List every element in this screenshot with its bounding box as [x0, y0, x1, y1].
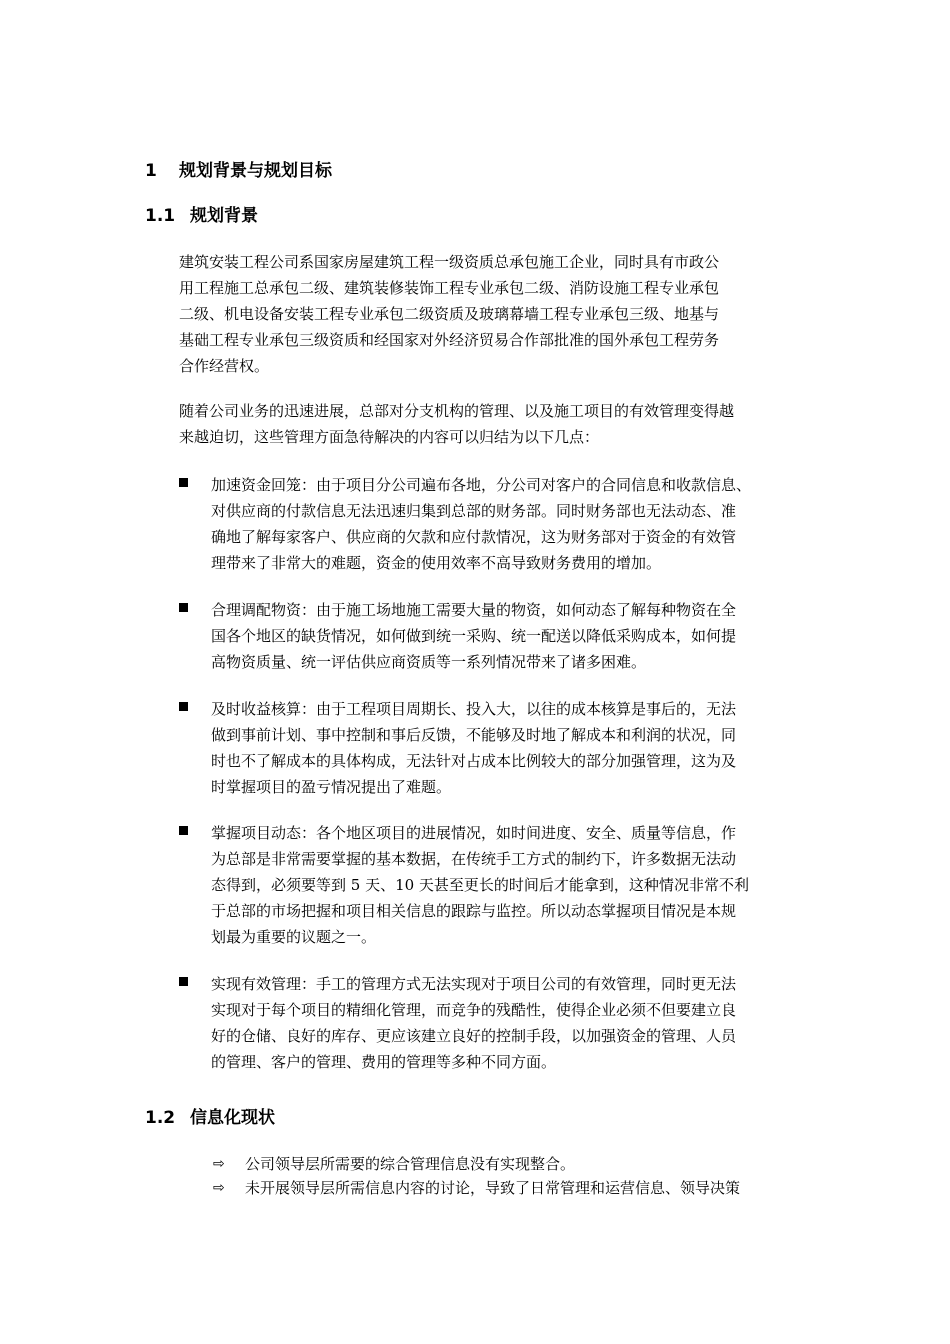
bullet-text — [211, 696, 831, 800]
section-heading-1 — [145, 159, 332, 183]
text-line: 时也不了解成本的具体构成，无法针对占成本比例较大的部分加强管理，这为及 — [211, 752, 737, 770]
text-line: 态得到，必须要等到 5 天、10 天甚至更长的时间后才能拿到，这种情况非常不利 — [211, 876, 749, 894]
text-line: 及时收益核算：由于工程项目周期长、投入大，以往的成本核算是事后的，无法 — [211, 700, 737, 718]
text-line: 二级、机电设备安装工程专业承包二级资质及玻璃幕墙工程专业承包三级、地基与 — [179, 305, 720, 323]
text-line: 做到事前计划、事中控制和事后反馈，不能够及时地了解成本和利润的状况，同 — [211, 726, 737, 744]
section-heading-1-1 — [145, 204, 258, 228]
square-bullet-icon — [179, 826, 188, 835]
text-line: 确地了解每家客户、供应商的欠款和应付款情况，这为财务部对于资金的有效管 — [211, 528, 737, 546]
text-line: 建筑安装工程公司系国家房屋建筑工程一级资质总承包施工企业，同时具有市政公 — [179, 253, 720, 271]
bullet-text — [211, 597, 831, 675]
text-line: 的管理、客户的管理、费用的管理等多种不同方面。 — [211, 1053, 557, 1071]
section-title: 信息化现状 — [190, 1108, 275, 1128]
text-line: 对供应商的付款信息无法迅速归集到总部的财务部。同时财务部也无法动态、准 — [211, 502, 737, 520]
text-line: 用工程施工总承包二级、建筑装修装饰工程专业承包二级、消防设施工程专业承包 — [179, 279, 720, 297]
arrow-right-icon: ⇨ — [213, 1156, 225, 1172]
text-line: 时掌握项目的盈亏情况提出了难题。 — [211, 778, 452, 796]
text-line: 实现有效管理：手工的管理方式无法实现对于项目公司的有效管理，同时更无法 — [211, 975, 737, 993]
section-title: 规划背景 — [190, 206, 258, 226]
text-line: 合作经营权。 — [179, 357, 270, 375]
text-line: 高物资质量、统一评估供应商资质等一系列情况带来了诸多困难。 — [211, 653, 647, 671]
square-bullet-icon — [179, 977, 188, 986]
text-line: 来越迫切，这些管理方面急待解决的内容可以归结为以下几点： — [179, 428, 600, 446]
list-item-text: 公司领导层所需要的综合管理信息没有实现整合。 — [245, 1155, 576, 1173]
bullet-text — [211, 971, 831, 1075]
text-line: 随着公司业务的迅速进展，总部对分支机构的管理、以及施工项目的有效管理变得越 — [179, 402, 735, 420]
square-bullet-icon — [179, 478, 188, 487]
bullet-text — [211, 472, 831, 576]
text-line: 基础工程专业承包三级资质和经国家对外经济贸易合作部批准的国外承包工程劳务 — [179, 331, 720, 349]
bullet-text — [211, 820, 831, 950]
section-title: 规划背景与规划目标 — [179, 161, 332, 181]
text-line: 为总部是非常需要掌握的基本数据，在传统手工方式的制约下，许多数据无法动 — [211, 850, 737, 868]
arrow-right-icon: ⇨ — [213, 1180, 225, 1196]
list-item-text: 未开展领导层所需信息内容的讨论，导致了日常管理和运营信息、领导决策 — [245, 1179, 741, 1197]
square-bullet-icon — [179, 702, 188, 711]
section-number: 1.1 — [145, 206, 176, 226]
paragraph-company-intro — [179, 249, 809, 379]
text-line: 划最为重要的议题之一。 — [211, 928, 377, 946]
section-number: 1.2 — [145, 1108, 176, 1128]
text-line: 合理调配物资：由于施工场地施工需要大量的物资，如何动态了解每种物资在全 — [211, 601, 737, 619]
text-line: 国各个地区的缺货情况，如何做到统一采购、统一配送以降低采购成本，如何提 — [211, 627, 737, 645]
text-line: 加速资金回笼：由于项目分公司遍布各地，分公司对客户的合同信息和收款信息、 — [211, 476, 752, 494]
text-line: 理带来了非常大的难题，资金的使用效率不高导致财务费用的增加。 — [211, 554, 662, 572]
section-number: 1 — [145, 161, 157, 181]
text-line: 好的仓储、良好的库存、更应该建立良好的控制手段，以加强资金的管理、人员 — [211, 1027, 737, 1045]
square-bullet-icon — [179, 603, 188, 612]
text-line: 实现对于每个项目的精细化管理，而竞争的残酷性，使得企业必须不但要建立良 — [211, 1001, 737, 1019]
section-heading-1-2 — [145, 1106, 275, 1130]
text-line: 掌握项目动态：各个地区项目的进展情况，如时间进度、安全、质量等信息，作 — [211, 824, 737, 842]
text-line: 于总部的市场把握和项目相关信息的跟踪与监控。所以动态掌握项目情况是本规 — [211, 902, 737, 920]
paragraph-management-needs — [179, 398, 809, 450]
